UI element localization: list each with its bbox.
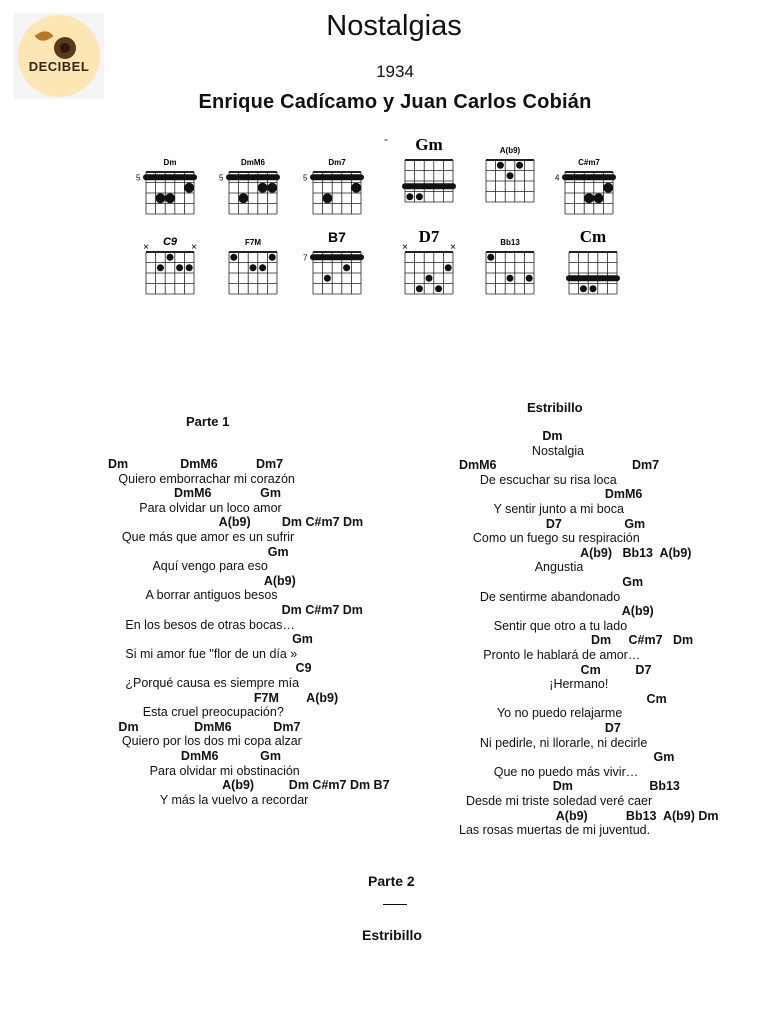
parte1-lyric-line: Aquí vengo para eso [108, 559, 268, 574]
chord-name-label: B7 [328, 229, 346, 245]
estribillo-chord-line: A(b9) Bb13 A(b9) [459, 545, 692, 560]
parte1-lyric-line: Para olvidar un loco amor [108, 500, 282, 515]
estribillo-lyric-line: Yo no puedo relajarme [459, 706, 623, 721]
finger-dot [584, 193, 594, 203]
parte1-lyric-line: Quiero por los dos mi copa alzar [108, 734, 302, 749]
estribillo-lyric-line: Que no puedo más vivir… [459, 764, 639, 779]
chord-name-label: Gm [415, 135, 443, 154]
mute-mark: × [402, 242, 408, 253]
chord-name-label: Bb13 [500, 238, 520, 247]
finger-dot [351, 183, 361, 193]
estribillo-chord-line: DmM6 Dm7 [459, 458, 660, 473]
estribillo-chord-line: A(b9) [459, 604, 654, 619]
finger-dot [416, 193, 423, 200]
finger-dot [507, 172, 514, 179]
parte1-lyric-line: A borrar antiguos besos [108, 588, 278, 603]
finger-dot [497, 162, 504, 169]
parte1-lyric-line: Que más que amor es un sufrir [108, 530, 295, 544]
finger-dot [526, 275, 533, 282]
separator-dash: - [384, 132, 388, 146]
parte1-lyric-line: Si mi amor fue "flor de un día » [108, 646, 298, 661]
barre-bar [226, 174, 280, 180]
mute-mark: × [143, 242, 149, 253]
parte2-heading: Parte 2 [368, 873, 415, 889]
fret-number: 4 [555, 173, 560, 183]
parte1-lyric-line: ¿Porqué causa es siempre mía [108, 676, 300, 690]
estribillo-lyric-line: Desde mi triste soledad veré caer [459, 794, 653, 808]
parte1-chord-line: DmM6 Gm [108, 749, 281, 763]
parte1-chord-line: Dm C#m7 Dm [108, 603, 363, 617]
finger-dot [267, 183, 277, 193]
divider [383, 904, 407, 905]
estribillo-lyric-line: De escuchar su risa loca [459, 472, 617, 487]
finger-dot [507, 275, 514, 282]
finger-dot [426, 275, 433, 282]
chord-name-label: F7M [245, 238, 261, 247]
estribillo-chord-line: D7 [459, 721, 621, 735]
estribillo-lyric-line: Sentir que otro a tu lado [459, 618, 628, 633]
parte1-lyric-line: Esta cruel preocupación? [108, 705, 284, 720]
finger-dot [343, 264, 350, 271]
estribillo-lyric-line: Como un fuego su respiración [459, 531, 640, 546]
estribillo-chord-line: Cm [459, 691, 667, 706]
barre-bar [310, 254, 364, 260]
chord-name-label: A(b9) [499, 146, 521, 155]
estribillo-chord-line: Dm C#m7 Dm [459, 633, 694, 648]
estribillo2-heading: Estribillo [362, 927, 422, 943]
barre-bar [566, 275, 620, 281]
parte1-chord-line: A(b9) Dm C#m7 Dm B7 [108, 778, 390, 793]
chord-name-label: C#m7 [578, 158, 600, 167]
estribillo-chord-line: Cm D7 [459, 662, 652, 677]
finger-dot [406, 193, 413, 200]
estribillo-chord-line: Gm [459, 575, 644, 589]
parte1-chord-line: DmM6 Gm [108, 486, 281, 501]
finger-dot [258, 183, 268, 193]
parte1-chord-line: F7M A(b9) [108, 690, 339, 705]
chord-name-label: Dm [163, 158, 177, 167]
finger-dot [259, 264, 266, 271]
finger-dot [435, 285, 442, 292]
parte1-lyric-line: Para olvidar mi obstinación [108, 763, 300, 778]
estribillo-lyric-line: Ni pedirle, ni llorarle, ni decirle [459, 735, 648, 750]
estribillo-chord-line: Gm [459, 750, 675, 765]
estribillo-lyric-line: Las rosas muertas de mi juventud. [459, 823, 651, 838]
finger-dot [516, 162, 523, 169]
fret-number: 5 [303, 173, 308, 183]
finger-dot [230, 254, 237, 261]
finger-dot [445, 264, 452, 271]
parte1-chord-line: Gm [108, 632, 313, 647]
estribillo-heading: Estribillo [527, 400, 583, 415]
finger-dot [580, 285, 587, 292]
song-title: Nostalgias [326, 10, 462, 42]
parte1-lyric-line: En los besos de otras bocas… [108, 617, 295, 632]
chord-name-label: D7 [418, 227, 440, 246]
finger-dot [322, 193, 332, 203]
parte1-chord-line: C9 [108, 661, 312, 676]
song-year: 1934 [376, 62, 414, 81]
parte1-lyric-line: Quiero emborrachar mi corazón [108, 471, 295, 486]
estribillo-lyric-line: Angustia [459, 560, 584, 575]
barre-bar [143, 174, 197, 180]
chord-name-label: DmM6 [240, 158, 266, 167]
estribillo-lyric-line: Pronto le hablará de amor… [459, 648, 641, 662]
finger-dot [416, 285, 423, 292]
finger-dot [603, 183, 613, 193]
estribillo-lyric-line: Y sentir junto a mi boca [459, 502, 624, 516]
parte1-chord-line: Dm DmM6 Dm7 [108, 719, 301, 734]
estribillo-chord-line: Dm [459, 429, 563, 443]
finger-dot [157, 264, 164, 271]
finger-dot [155, 193, 165, 203]
parte1-chord-line: Dm DmM6 Dm7 [108, 457, 284, 471]
fret-number: 5 [136, 173, 141, 183]
estribillo-lyric-line: De sentirme abandonado [459, 589, 621, 604]
fret-number: 5 [219, 173, 224, 183]
estribillo-chord-line: DmM6 [459, 487, 643, 502]
finger-dot [590, 285, 597, 292]
parte1-heading: Parte 1 [186, 414, 230, 429]
estribillo-lyric-line: ¡Hermano! [459, 677, 609, 692]
song-authors: Enrique Cadícamo y Juan Carlos Cobián [198, 91, 592, 113]
mute-mark: × [450, 242, 456, 253]
parte1-chord-line: Gm [108, 544, 289, 559]
finger-dot [487, 254, 494, 261]
fret-number: 7 [303, 253, 308, 263]
finger-dot [176, 264, 183, 271]
parte1-lyric-line: Y más la vuelvo a recordar [108, 792, 309, 807]
finger-dot [186, 264, 193, 271]
logo-text: DECIBEL [28, 59, 90, 74]
finger-dot [184, 183, 194, 193]
parte1-chord-line: A(b9) [108, 573, 296, 588]
finger-dot [269, 254, 276, 261]
barre-bar [562, 174, 616, 180]
chord-name-label: Dm7 [328, 158, 346, 167]
estribillo-lyric-line: Nostalgia [459, 443, 585, 458]
barre-bar [310, 174, 364, 180]
finger-dot [594, 193, 604, 203]
mute-mark: × [191, 242, 197, 253]
finger-dot [250, 264, 257, 271]
finger-dot [324, 275, 331, 282]
finger-dot [238, 193, 248, 203]
parte1-chord-line: A(b9) Dm C#m7 Dm [108, 515, 364, 530]
chord-diagrams [0, 0, 768, 320]
finger-dot [165, 193, 175, 203]
finger-dot [167, 254, 174, 261]
chord-name-label: C9 [162, 236, 178, 248]
estribillo-chord-line: D7 Gm [459, 516, 646, 531]
estribillo-chord-line: Dm Bb13 [459, 779, 680, 794]
estribillo-chord-line: A(b9) Bb13 A(b9) Dm [459, 808, 719, 823]
barre-bar [402, 183, 456, 189]
chord-name-label: Cm [579, 227, 607, 246]
